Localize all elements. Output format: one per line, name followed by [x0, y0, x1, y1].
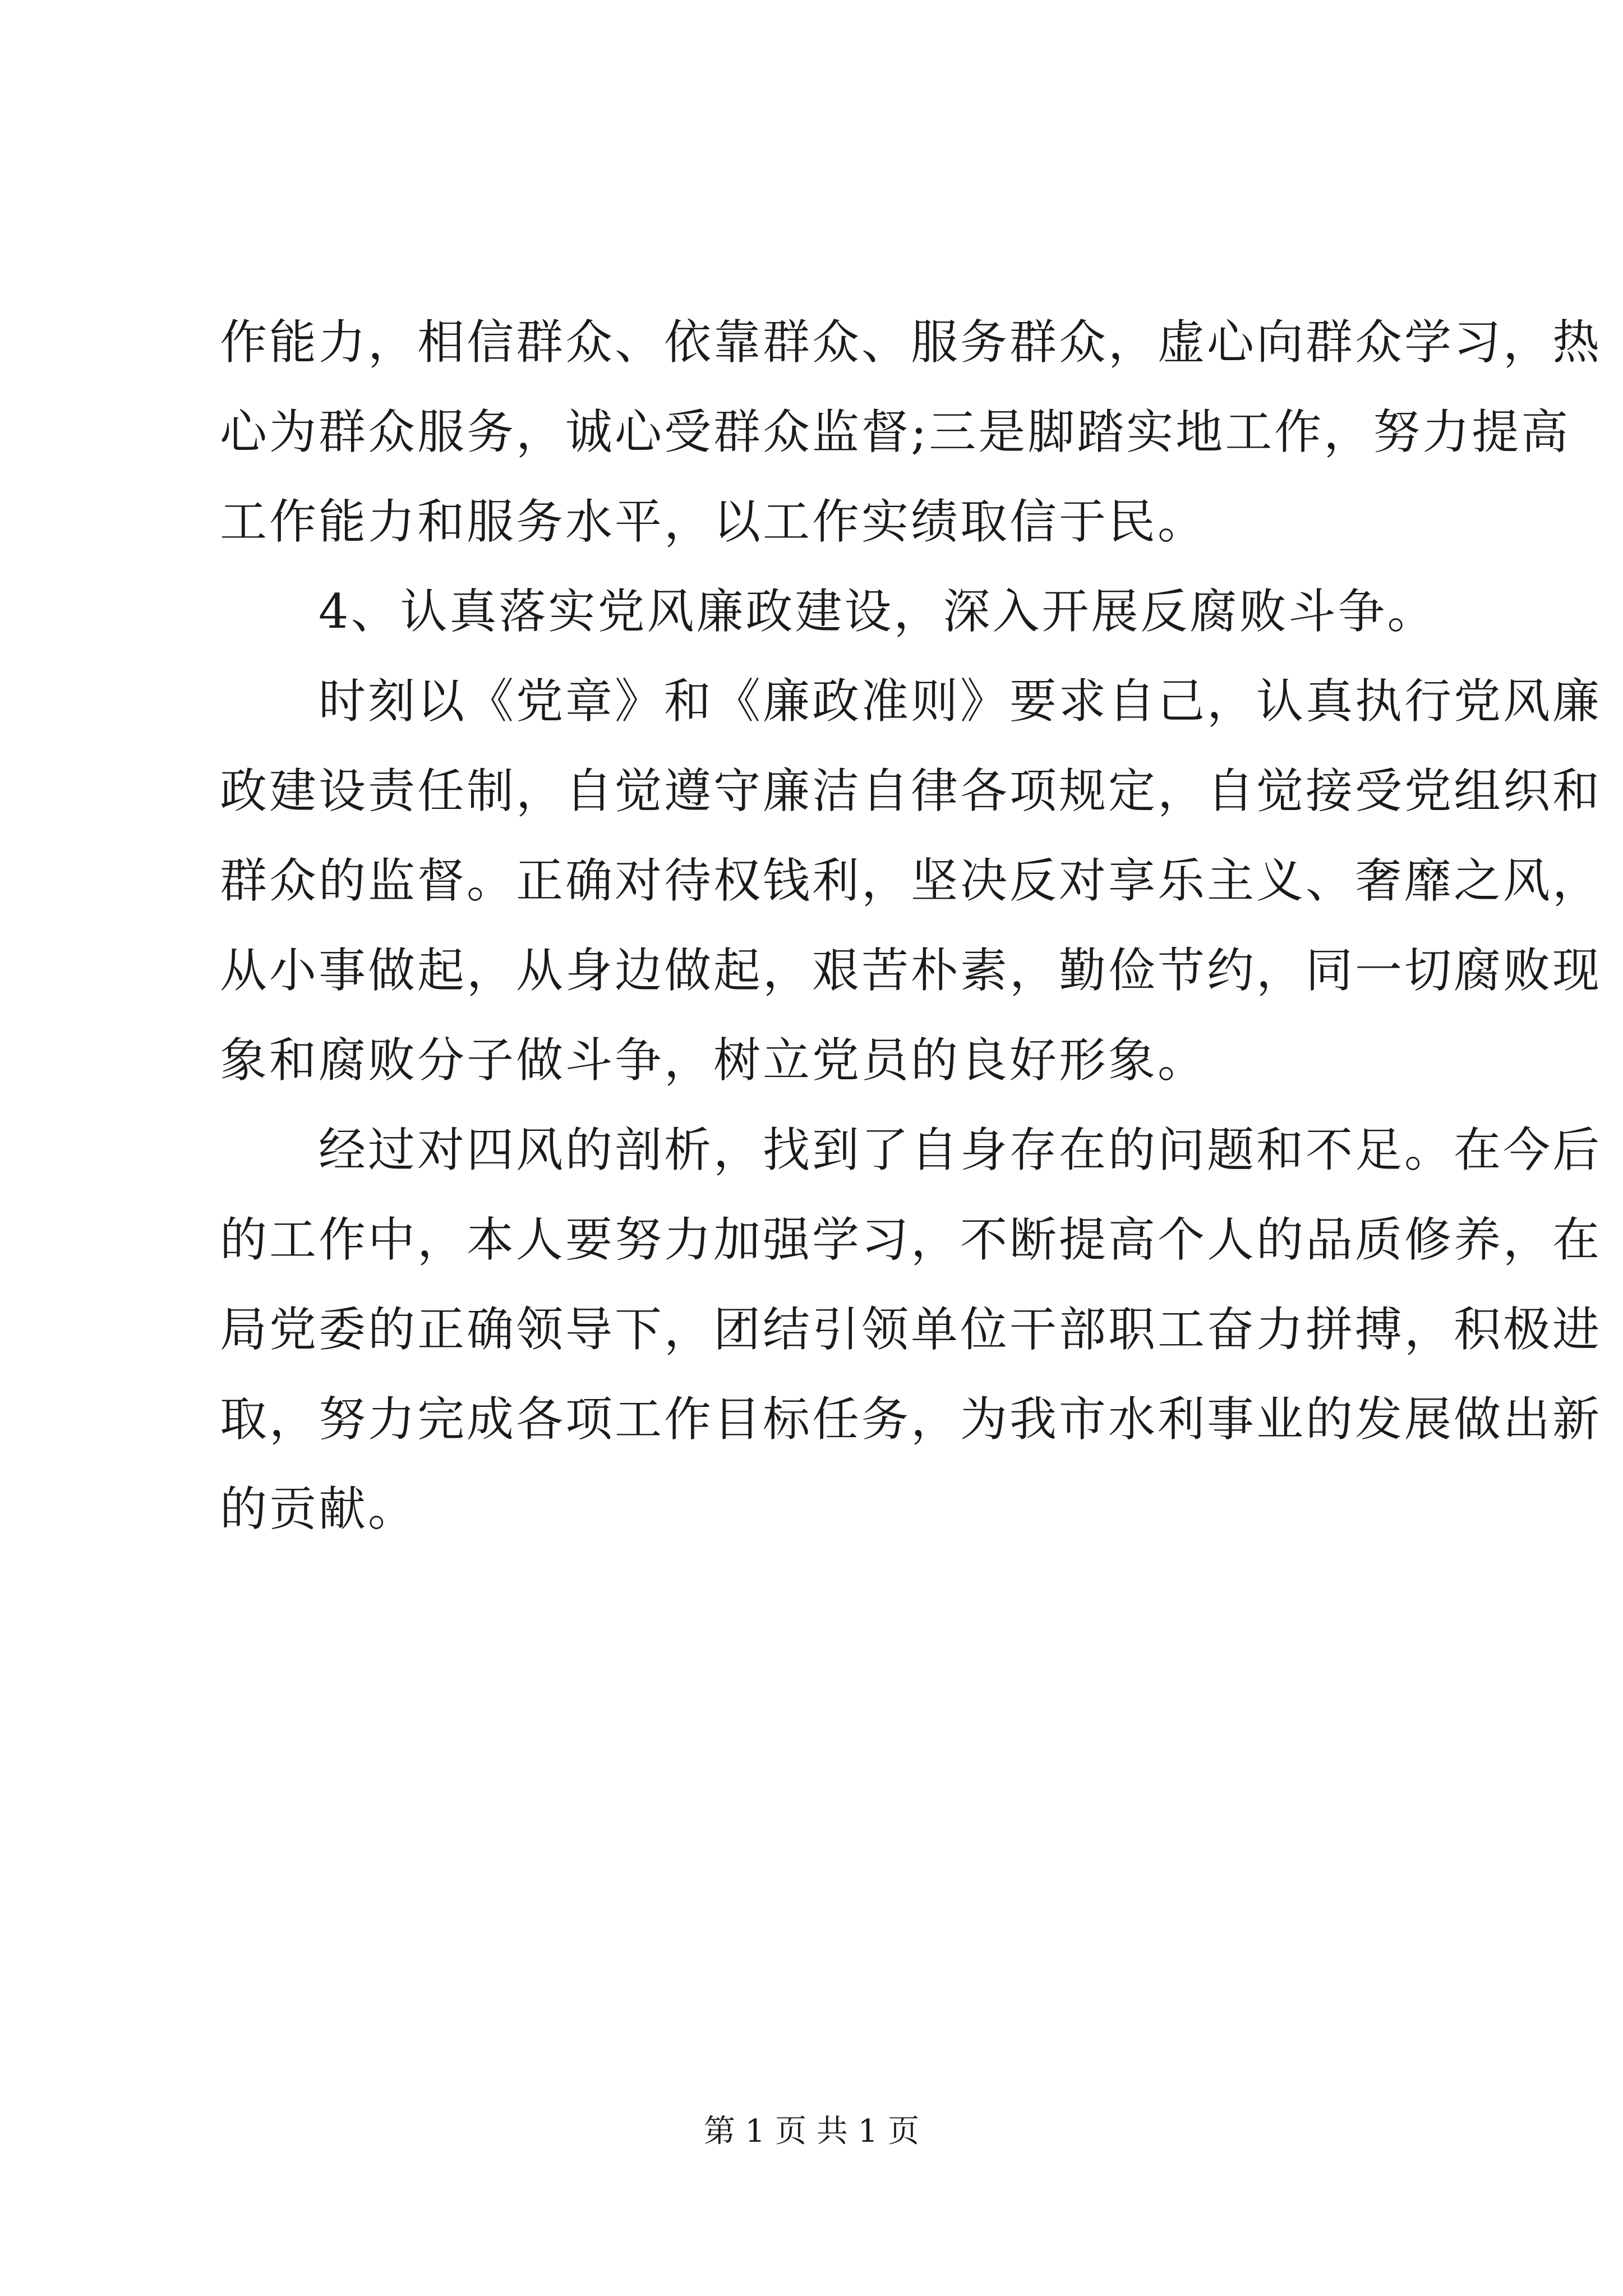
text-line: 政建设责任制，自觉遵守廉洁自律各项规定，自觉接受党组织和	[220, 763, 1602, 818]
text-line: 群众的监督。正确对待权钱利，坚决反对享乐主义、奢靡之风，	[220, 853, 1602, 908]
text-line: 4、认真落实党风廉政建设，深入开展反腐败斗争。	[220, 584, 1437, 639]
page-number-label: 第 1 页 共 1 页	[703, 2113, 920, 2150]
text-line: 经过对四风的剖析，找到了自身存在的问题和不足。在今后	[220, 1122, 1602, 1177]
body-text	[220, 297, 1602, 1554]
text-line: 的贡献。	[220, 1481, 418, 1536]
text-line: 的工作中，本人要努力加强学习，不断提高个人的品质修养，在	[220, 1212, 1602, 1267]
text-line: 工作能力和服务水平，以工作实绩取信于民。	[220, 494, 1207, 549]
text-line: 取，努力完成各项工作目标任务，为我市水利事业的发展做出新	[220, 1392, 1602, 1447]
text-line: 心为群众服务，诚心受群众监督;三是脚踏实地工作，努力提高	[220, 404, 1571, 459]
text-line: 从小事做起，从身边做起，艰苦朴素，勤俭节约，同一切腐败现	[220, 943, 1602, 998]
text-line: 象和腐败分子做斗争，树立党员的良好形象。	[220, 1033, 1207, 1088]
text-line: 局党委的正确领导下，团结引领单位干部职工奋力拼搏，积极进	[220, 1302, 1602, 1357]
page-footer	[0, 2109, 1623, 2154]
text-line: 时刻以《党章》和《廉政准则》要求自己，认真执行党风廉	[220, 674, 1602, 729]
text-line: 作能力，相信群众、依靠群众、服务群众，虚心向群众学习，热	[220, 315, 1602, 370]
